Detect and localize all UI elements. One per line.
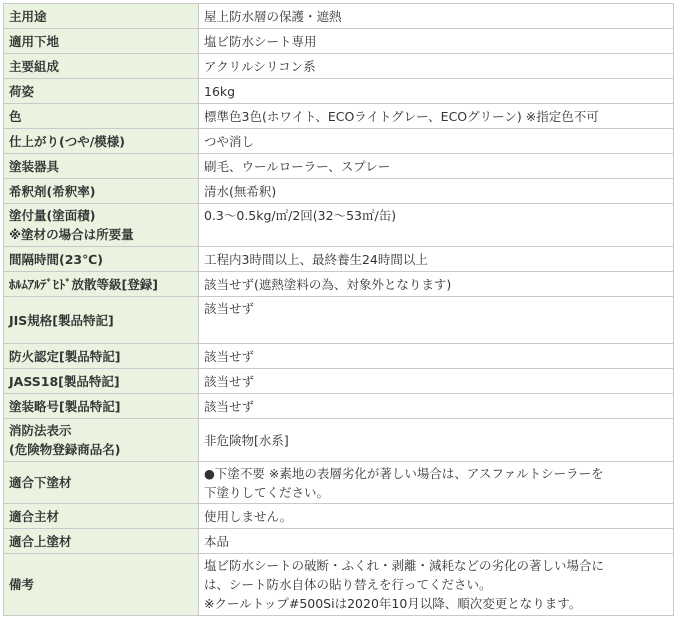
- row-value: 該当せず(遮熱塗料の為、対象外となります): [199, 272, 674, 297]
- row-label: 希釈剤(希釈率): [4, 179, 199, 204]
- table-row: [4, 104, 674, 129]
- row-label: 色: [4, 104, 199, 129]
- row-value: 該当せず: [199, 394, 674, 419]
- table-row: [4, 369, 674, 394]
- row-label: 間隔時間(23℃): [4, 247, 199, 272]
- row-label: 主要組成: [4, 54, 199, 79]
- row-value: 本品: [199, 529, 674, 554]
- row-value: 該当せず: [199, 369, 674, 394]
- table-row: [4, 504, 674, 529]
- row-value: 該当せず: [199, 297, 674, 344]
- table-row: [4, 394, 674, 419]
- row-label: JASS18[製品特記]: [4, 369, 199, 394]
- row-label: JIS規格[製品特記]: [4, 297, 199, 344]
- row-value: 刷毛、ウールローラー、スプレー: [199, 154, 674, 179]
- row-value: 屋上防水層の保護・遮熱: [199, 4, 674, 29]
- row-label: 仕上がり(つや/模様): [4, 129, 199, 154]
- spec-table: [3, 3, 674, 616]
- row-value: 該当せず: [199, 344, 674, 369]
- table-row: [4, 462, 674, 504]
- table-row: [4, 554, 674, 616]
- table-row: [4, 4, 674, 29]
- row-label: 消防法表示 (危険物登録商品名): [4, 419, 199, 462]
- row-label: 主用途: [4, 4, 199, 29]
- row-value: 塩ビ防水シート専用: [199, 29, 674, 54]
- row-label: 塗装器具: [4, 154, 199, 179]
- row-label: 適合下塗材: [4, 462, 199, 504]
- row-label: 荷姿: [4, 79, 199, 104]
- row-value: 塩ビ防水シートの破断・ふくれ・剥離・減耗などの劣化の著しい場合に は、シート防水自体の貼り替えを行ってください。 ※クールトップ#500Siは2020年10月以降、順次変更となります。: [199, 554, 674, 616]
- table-row: [4, 54, 674, 79]
- row-value: 非危険物[水系]: [199, 419, 674, 462]
- table-row: [4, 529, 674, 554]
- row-label: 適合上塗材: [4, 529, 199, 554]
- table-row: [4, 79, 674, 104]
- row-label: 塗装略号[製品特記]: [4, 394, 199, 419]
- row-value: 工程内3時間以上、最終養生24時間以上: [199, 247, 674, 272]
- row-value: 使用しません。: [199, 504, 674, 529]
- table-row: [4, 179, 674, 204]
- row-value: アクリルシリコン系: [199, 54, 674, 79]
- row-label: 塗付量(塗面積) ※塗材の場合は所要量: [4, 204, 199, 247]
- row-label: 適用下地: [4, 29, 199, 54]
- row-label: ﾎﾙﾑｱﾙﾃﾞﾋﾄﾞ放散等級[登録]: [4, 272, 199, 297]
- row-value: ●下塗不要 ※素地の表層劣化が著しい場合は、アスファルトシーラーを 下塗りしてください。: [199, 462, 674, 504]
- row-label: 適合主材: [4, 504, 199, 529]
- table-row: [4, 129, 674, 154]
- row-label: 備考: [4, 554, 199, 616]
- table-row: [4, 344, 674, 369]
- row-label: 防火認定[製品特記]: [4, 344, 199, 369]
- table-row: [4, 247, 674, 272]
- row-value: 清水(無希釈): [199, 179, 674, 204]
- table-row: [4, 272, 674, 297]
- table-row: [4, 419, 674, 462]
- table-row: [4, 154, 674, 179]
- table-row: [4, 297, 674, 344]
- row-value: 0.3～0.5kg/㎡/2回(32～53㎡/缶): [199, 204, 674, 247]
- row-value: 標準色3色(ホワイト、ECOライトグレー、ECOグリーン) ※指定色不可: [199, 104, 674, 129]
- row-value: つや消し: [199, 129, 674, 154]
- table-row: [4, 29, 674, 54]
- row-value: 16kg: [199, 79, 674, 104]
- table-row: [4, 204, 674, 247]
